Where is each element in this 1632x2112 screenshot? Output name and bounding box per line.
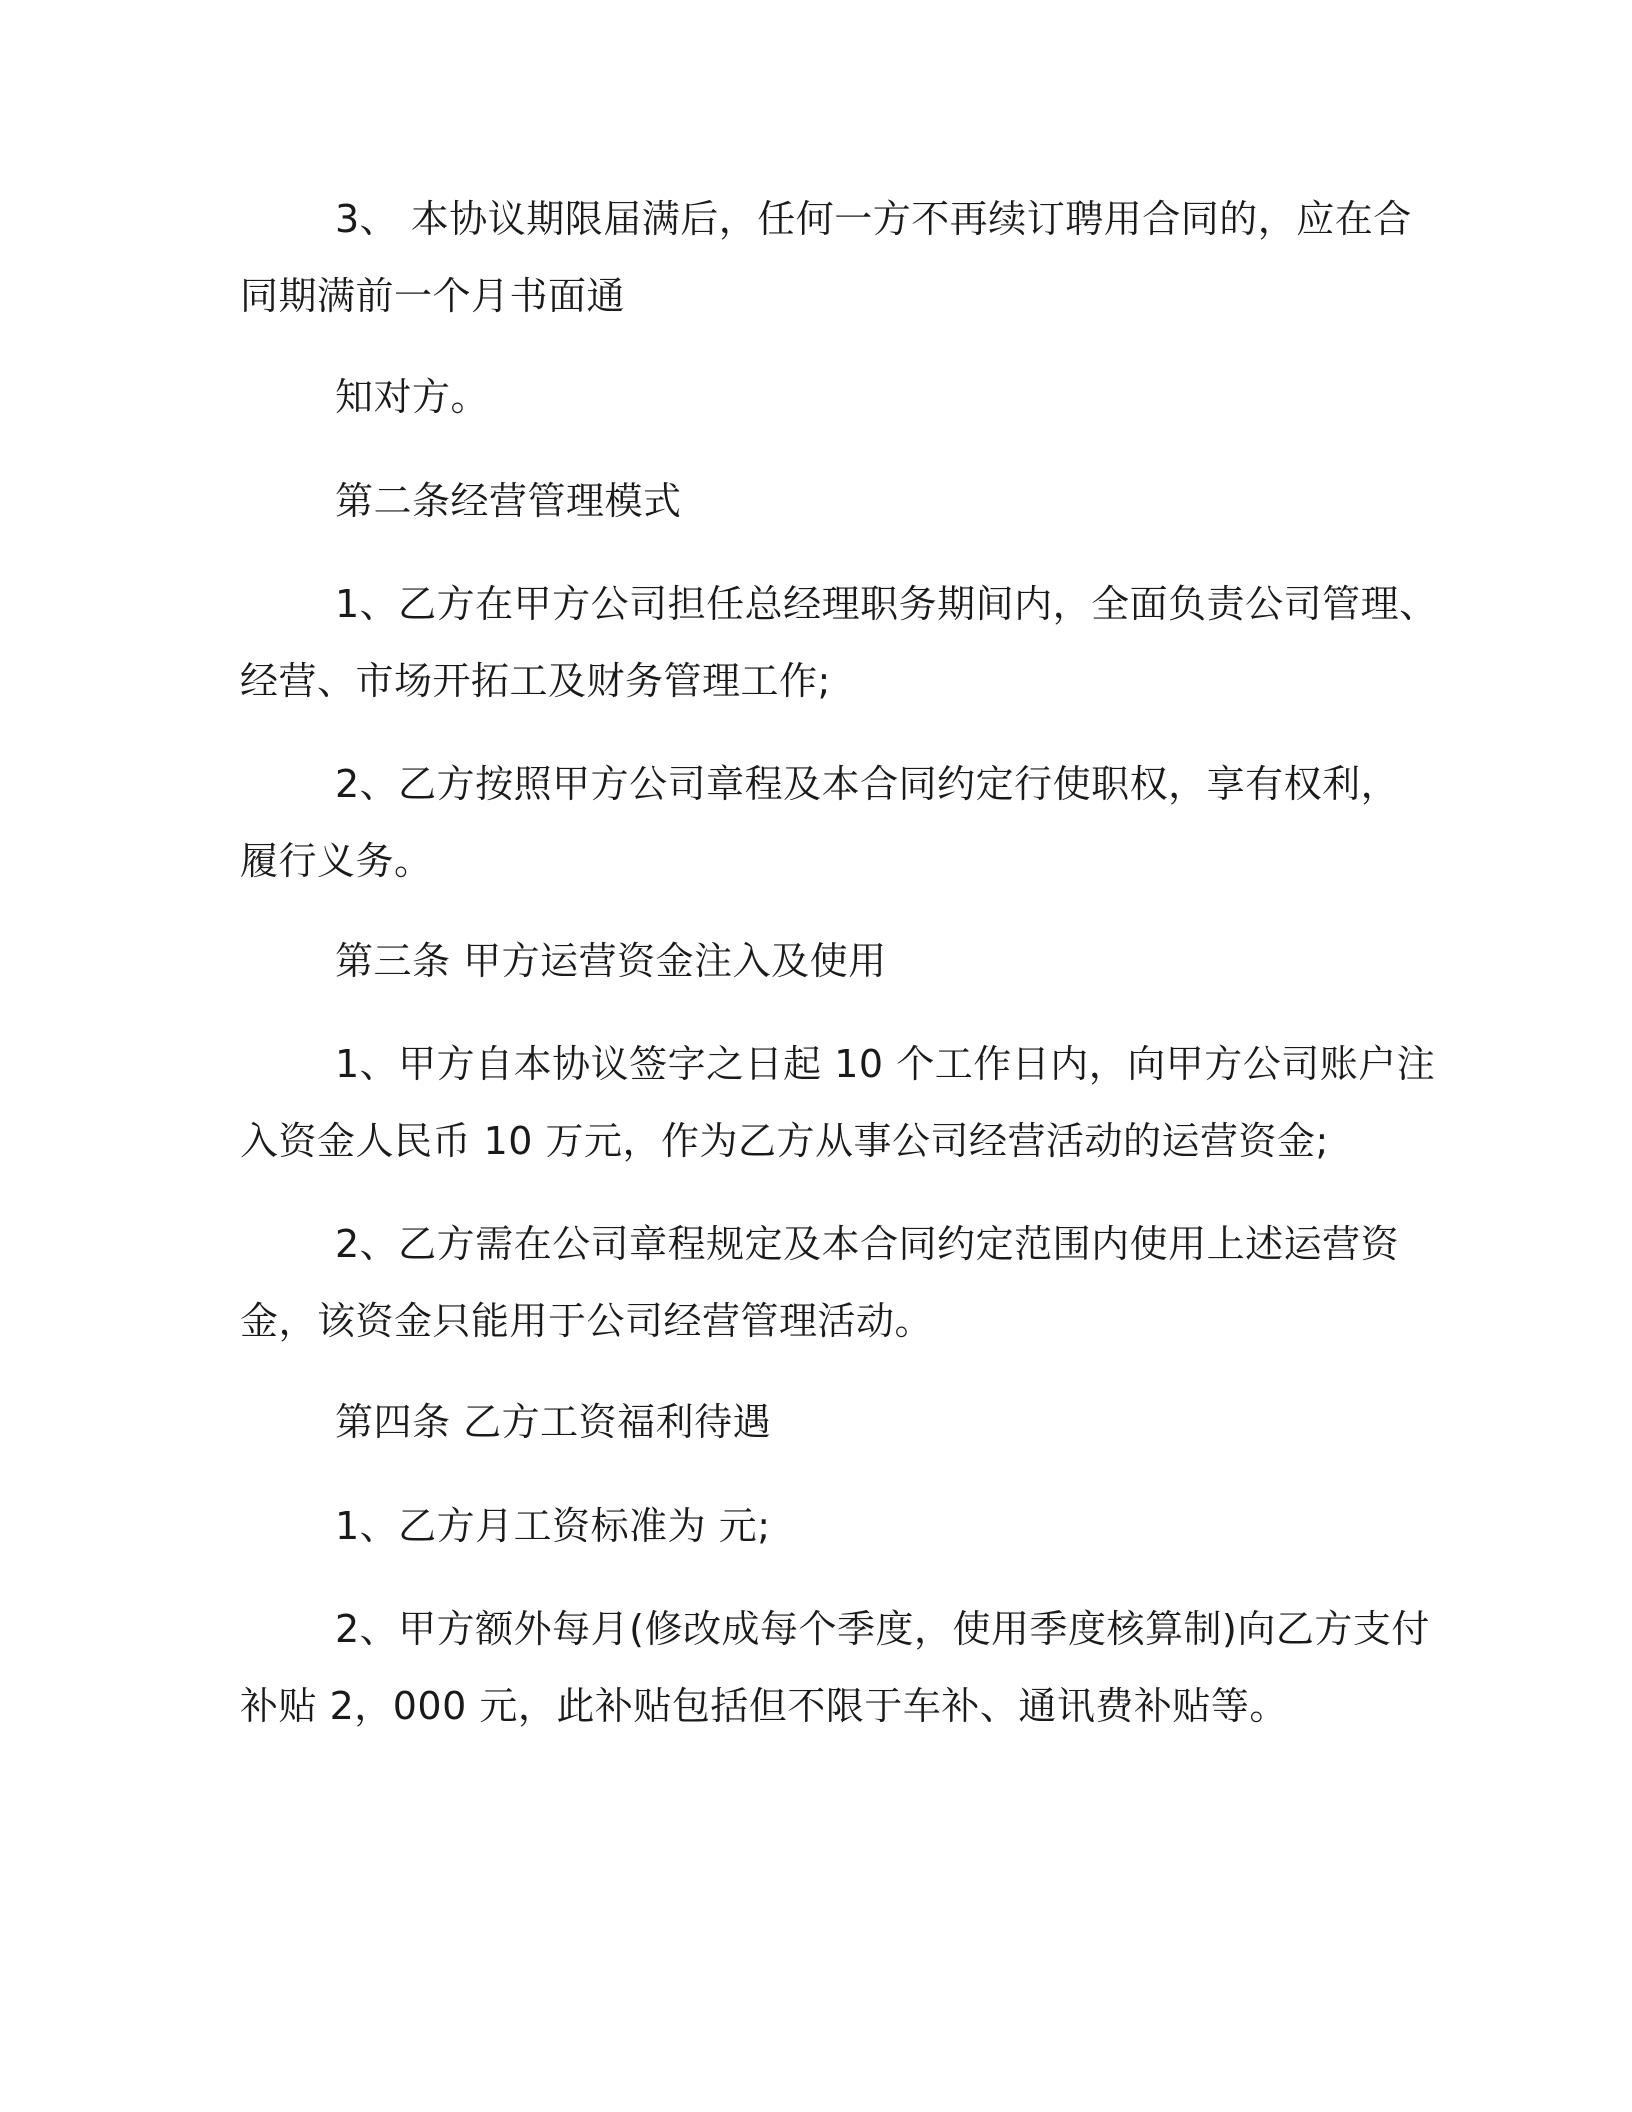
paragraph-line: 同期满前一个月书面通 — [240, 274, 626, 318]
section-heading: 第二条经营管理模式 — [335, 479, 682, 523]
paragraph-line: 补贴 2，000 元，此补贴包括但不限于车补、通讯费补贴等。 — [240, 1684, 1288, 1728]
paragraph-line: 1、乙方在甲方公司担任总经理职务期间内，全面负责公司管理、 — [335, 582, 1438, 626]
paragraph-line: 知对方。 — [335, 375, 490, 419]
paragraph-line: 1、甲方自本协议签字之日起 10 个工作日内，向甲方公司账户注 — [335, 1042, 1436, 1086]
paragraph-line: 2、乙方需在公司章程规定及本合同约定范围内使用上述运营资 — [335, 1222, 1400, 1266]
paragraph-line: 2、甲方额外每月(修改成每个季度，使用季度核算制)向乙方支付 — [335, 1607, 1430, 1651]
paragraph-line: 金，该资金只能用于公司经营管理活动。 — [240, 1299, 934, 1343]
paragraph-line: 入资金人民币 10 万元，作为乙方从事公司经营活动的运营资金; — [240, 1119, 1329, 1163]
paragraph-line: 经营、市场开拓工及财务管理工作; — [240, 659, 831, 703]
paragraph-line: 履行义务。 — [240, 839, 433, 883]
paragraph-line: 1、乙方月工资标准为 元; — [335, 1504, 771, 1548]
paragraph-line: 2、乙方按照甲方公司章程及本合同约定行使职权，享有权利， — [335, 762, 1400, 806]
paragraph-line: 3、 本协议期限届满后，任何一方不再续订聘用合同的，应在合 — [335, 197, 1412, 241]
section-heading: 第四条 乙方工资福利待遇 — [335, 1400, 772, 1444]
section-heading: 第三条 甲方运营资金注入及使用 — [335, 939, 887, 983]
